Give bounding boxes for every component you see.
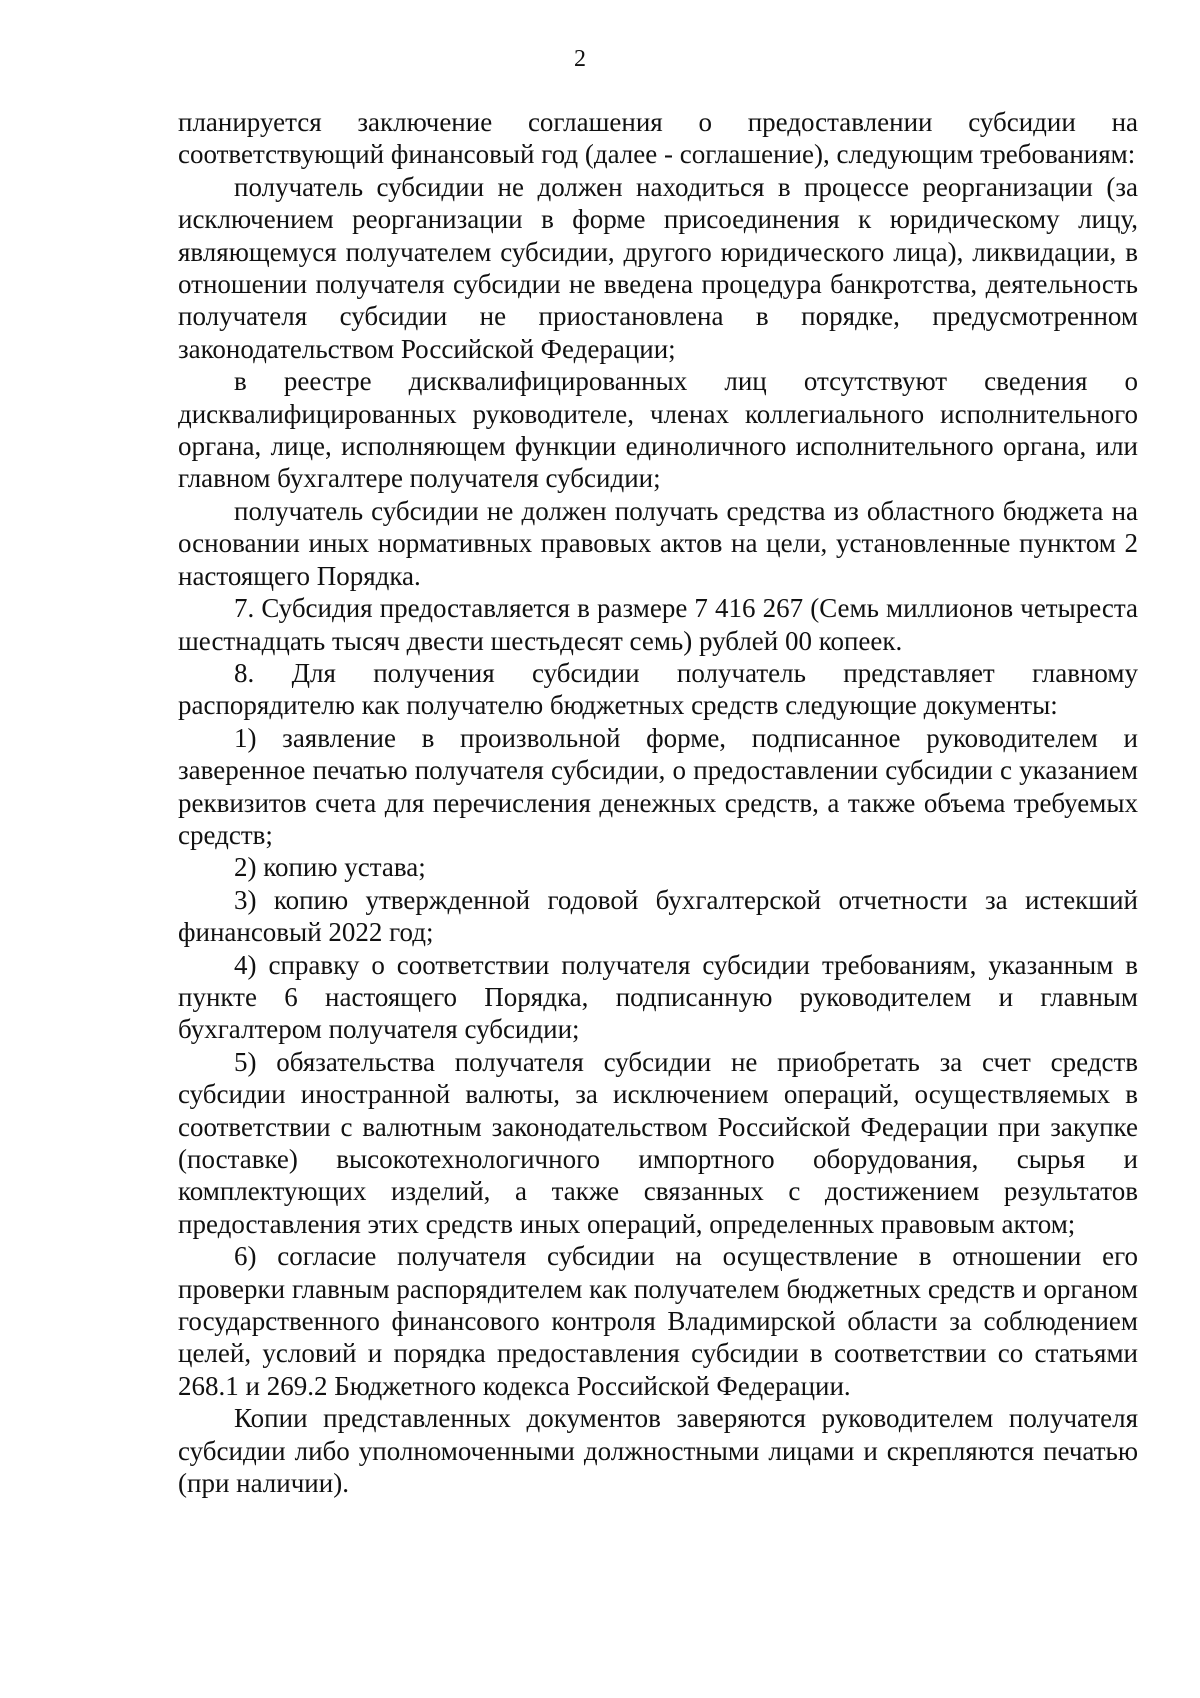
paragraph-copies-certification: Копии представленных документов заверяются руководителем получателя субсидии либо уполномоченными должностными лицами и скрепляются печатью (при наличии). bbox=[178, 1403, 1138, 1499]
paragraph-disqualified-registry: в реестре дисквалифицированных лиц отсутствуют сведения о дисквалифицированных руководителе, членах коллегиального исполнительного органа, лице, исполняющем функции единоличного исполнительного органа, или главном бухгалтере получателя субсидии; bbox=[178, 366, 1138, 494]
list-item-1-application: 1) заявление в произвольной форме, подписанное руководителем и заверенное печатью получателя субсидии, о предоставлении субсидии с указанием реквизитов счета для перечисления денежных средств, а также объема требуемых средств; bbox=[178, 722, 1138, 850]
list-item-6-audit-consent: 6) согласие получателя субсидии на осуществление в отношении его проверки главным распорядителем как получателем бюджетных средств и органом государственного финансового контроля Владимирской области за соблюдением целей, условий и порядка предоставления субсидии в соответствии со статьями 268.1 и 269.2 Бюджетного кодекса Российской Федерации. bbox=[178, 1241, 1138, 1401]
list-item-4-compliance-certificate: 4) справку о соответствии получателя субсидии требованиям, указанным в пункте 6 настоящего Порядка, подписанную руководителем и главным бухгалтером получателя субсидии; bbox=[178, 949, 1138, 1045]
list-item-3-accounting-report: 3) копию утвержденной годовой бухгалтерской отчетности за истекший финансовый 2022 год; bbox=[178, 884, 1138, 948]
paragraph-requirements-intro: планируется заключение соглашения о предоставлении субсидии на соответствующий финансовый год (далее - соглашение), следующим требованиям: bbox=[178, 107, 1138, 170]
list-item-2-charter-copy: 2) копию устава; bbox=[234, 852, 426, 883]
paragraph-no-other-funding: получатель субсидии не должен получать средства из областного бюджета на основании иных нормативных правовых актов на цели, установленные пунктом 2 настоящего Порядка. bbox=[178, 495, 1138, 591]
paragraph-no-reorganization: получатель субсидии не должен находиться в процессе реорганизации (за исключением реорганизации в форме присоединения к юридическому лицу, являющемуся получателем субсидии, другого юридического лица), ликвидации, в отношении получателя субсидии не введена процедура банкротства, деятельность получателя субсидии не приостановлена в порядке, предусмотренном законодательством Российской Федерации; bbox=[178, 171, 1138, 364]
paragraph-item-8-documents: 8. Для получения субсидии получатель представляет главному распорядителю как получателю бюджетных средств следующие документы: bbox=[178, 657, 1138, 721]
list-item-5-currency-obligations: 5) обязательства получателя субсидии не приобретать за счет средств субсидии иностранной валюты, за исключением операций, осуществляемых в соответствии с валютным законодательством Российской Федерации при закупке (поставке) высокотехнологичного импортного оборудования, сырья и комплектующих изделий, а также связанных с достижением результатов предоставления этих средств иных операций, определенных правовым актом; bbox=[178, 1046, 1138, 1239]
page-number: 2 bbox=[574, 46, 586, 72]
paragraph-item-7-subsidy-amount: 7. Субсидия предоставляется в размере 7 416 267 (Семь миллионов четыреста шестнадцать тысяч двести шестьдесят семь) рублей 00 копеек. bbox=[178, 593, 1138, 656]
document-body bbox=[178, 106, 1138, 1499]
